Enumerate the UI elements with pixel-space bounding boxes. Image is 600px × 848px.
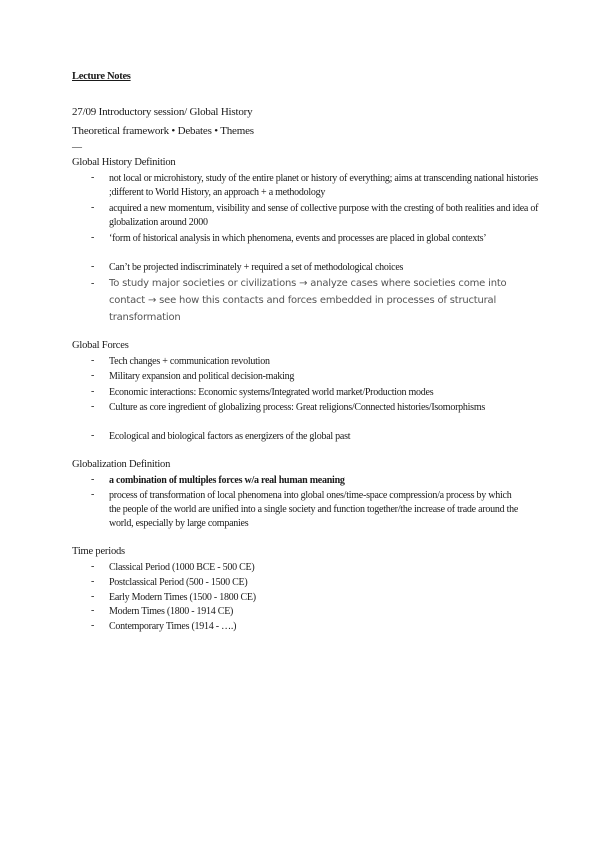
bullet-dash: - [91,561,95,572]
page-title: Lecture Notes [72,71,131,82]
list-item-text: Modern Times (1800 - 1914 CE) [109,606,234,617]
list-item-text: Can’t be projected indiscriminately + required a set of methodological choices [109,262,404,273]
separator-line: — [72,142,82,153]
session-line: 27/09 Introductory session/ Global History [72,106,253,118]
list-item-text: Economic interactions: Economic systems/Integrated world market/Production modes [109,387,434,398]
bullet-dash: - [91,605,95,616]
bullet-dash: - [91,278,95,289]
bullet-dash: - [91,202,95,213]
bullet-dash: - [91,172,95,183]
bullet-dash: - [91,401,95,412]
section-heading-definition: Global History Definition [72,157,176,168]
bullet-dash: - [91,576,95,587]
bullet-dash: - [91,489,95,500]
list-item-text: Culture as core ingredient of globalizing process: Great religions/Connected histories/Isomorphisms [109,402,485,413]
bullet-dash: - [91,474,95,485]
section-heading-globalization: Globalization Definition [72,459,171,470]
bullet-dash: - [91,370,95,381]
list-item-text: Early Modern Times (1500 - 1800 CE) [109,592,256,603]
bullet-dash: - [91,430,95,441]
list-item-text: Military expansion and political decision-making [109,371,295,382]
list-item-text: Postclassical Period (500 - 1500 CE) [109,577,248,588]
section-heading-forces: Global Forces [72,340,129,351]
list-item-text: Ecological and biological factors as energizers of the global past [109,431,351,442]
bullet-dash: - [91,261,95,272]
list-item-text: Classical Period (1000 BCE - 500 CE) [109,562,255,573]
list-item-text: Contemporary Times (1914 - ….) [109,621,237,632]
list-item-text: Tech changes + communication revolution [109,356,270,367]
bullet-dash: - [91,232,95,243]
list-item-text: acquired a new momentum, visibility and sense of collective purpose with the cresting of both realities and idea of globalization around 2000 [109,203,539,228]
section-heading-periods: Time periods [72,546,125,557]
list-item-text: process of transformation of local phenomena into global ones/time-space compression/a process by which the people of the world are unified into a single society and function together/the increase of trade around the world, especially by large companies [109,490,519,529]
framework-line: Theoretical framework • Debates • Themes [72,125,254,137]
bullet-dash: - [91,591,95,602]
bullet-dash: - [91,620,95,631]
bullet-dash: - [91,386,95,397]
bullet-dash: - [91,355,95,366]
list-item-text: not local or microhistory, study of the entire planet or history of everything; aims at transcending national histories ;different to World History, an approach + a methodology [109,173,538,198]
list-item-text: ‘form of historical analysis in which phenomena, events and processes are placed in global contexts’ [109,233,487,244]
list-item-text: a combination of multiples forces w/a real human meaning [109,475,345,486]
list-item-text: To study major societies or civilizations → analyze cases where societies come into contact → see how this contacts and forces embedded in processes of structural transformation [109,278,507,323]
